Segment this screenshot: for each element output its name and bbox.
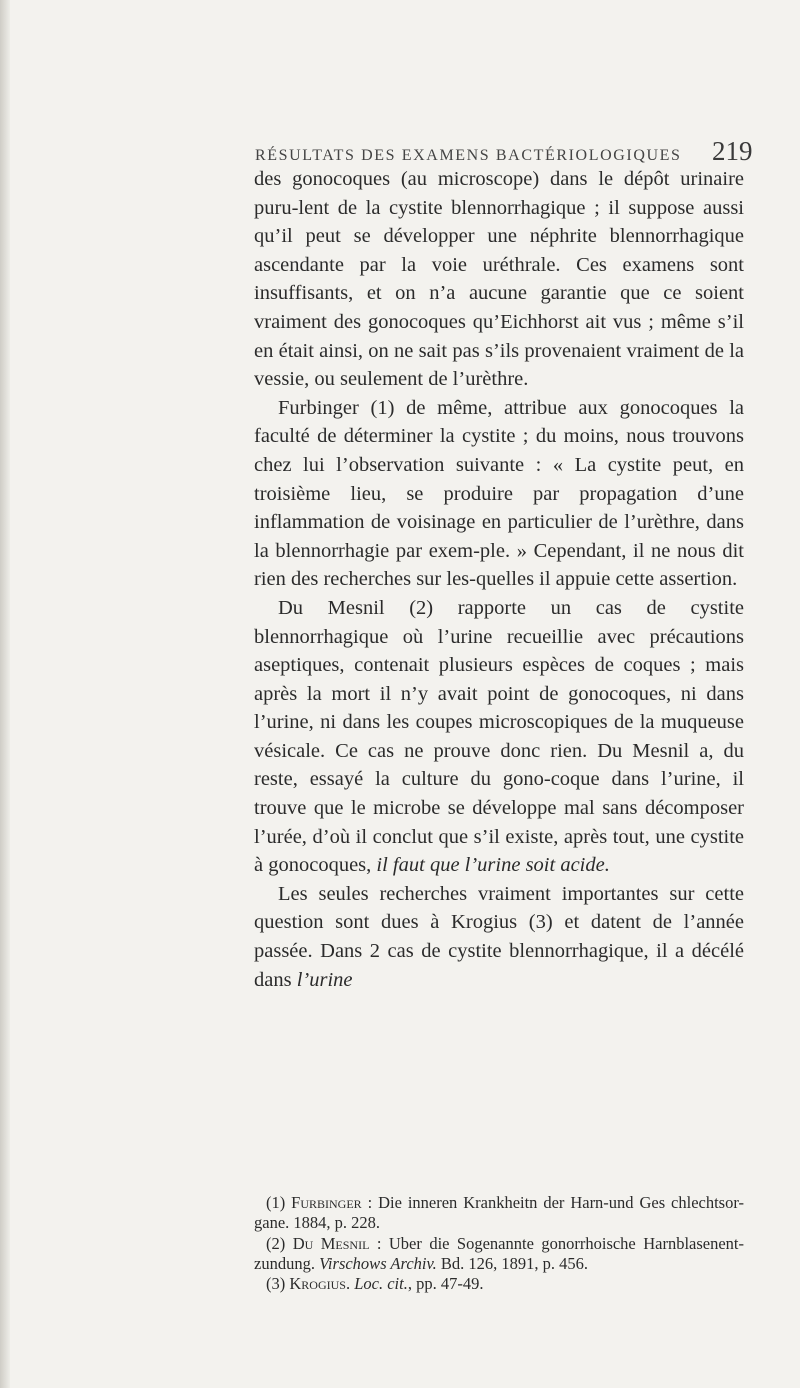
footnote-text: : Uber die Sogenannte gonorrhoische Harnblasenent-zundung. — [254, 1233, 745, 1273]
footnote-2 — [254, 1234, 744, 1275]
footnote-text: . — [345, 1274, 351, 1294]
body-text — [254, 165, 744, 994]
footnote-marker: (1) — [266, 1193, 286, 1212]
footnote-author: Furbinger — [291, 1193, 362, 1212]
footnote-journal: Virschows Archiv. — [319, 1253, 437, 1273]
running-head: RÉSULTATS DES EXAMENS BACTÉRIOLOGIQUES — [255, 147, 682, 164]
paragraph-4 — [254, 880, 744, 994]
paragraph-1: des gonocoques (au microscope) dans le dépôt urinaire puru-lent de la cystite blennorrhagique ; il suppose aussi qu’il peut se développer une néphrite blennorrhagique ascendante par la voie uréthrale. Ces examens sont insuffisants, et on n’a aucune garantie que ce soient vraiment des gonocoques qu’Eichhorst ait vus ; même s’il en était ainsi, on ne sait pas s’ils provenaient vraiment de la vessie, ou seulement de l’urèthre. — [254, 168, 744, 391]
paragraph-3 — [254, 594, 744, 880]
italic-word: l’urine — [296, 968, 353, 991]
italic-phrase: il faut que l’urine soit acide. — [376, 854, 610, 877]
paragraph-3-text: Du Mesnil (2) rapporte un cas de cystite blennorrhagique où l’urine recueillie avec précautions aseptiques, contenait plusieurs espèces de coques ; mais après la mort il n’y avait point de gonocoques, ni dans l’urine, ni dans les coupes microscopiques de la muqueuse vésicale. Ce cas ne prouve donc rien. Du Mesnil a, du reste, essayé la culture du gono-coque dans l’urine, il trouve que le microbe se développe mal sans décomposer l’urée, d’où il conclut que s’il existe, après tout, une cystite à gonocoques, — [254, 596, 744, 877]
footnote-1 — [254, 1193, 744, 1234]
paragraph-2: Furbinger (1) de même, attribue aux gonocoques la faculté de déterminer la cystite ; du moins, nous trouvons chez lui l’observation suivante : « La cystite peut, en troisième lieu, se produire par propagation d’une inflammation de voisinage en particulier de l’urèthre, dans la blennorrhagie par exem-ple. » Cependant, il ne nous dit rien des recherches sur les-quelles il appuie cette assertion. — [254, 396, 744, 591]
footnote-text: : Die inneren Krankheitn der Harn-und Ges chlechtsor-gane. 1884, p. 228. — [254, 1193, 745, 1233]
page-number: 219 — [712, 136, 753, 166]
footnote-marker: (3) — [266, 1274, 286, 1294]
footnote-ref: Loc. cit. — [354, 1274, 408, 1294]
footnote-marker: (2) — [266, 1233, 286, 1253]
footnote-3 — [254, 1274, 744, 1294]
paragraph-4-text: Les seules recherches vraiment importantes sur cette question sont dues à Krogius (3) et datent de l’année passée. Dans 2 cas de cystite blennorrhagique, il a décélé dans — [254, 882, 744, 991]
footnote-author: Du Mesnil — [292, 1233, 370, 1253]
footnote-text: Bd. 126, 1891, p. 456. — [436, 1253, 588, 1273]
footnote-author: Krogius — [289, 1274, 346, 1294]
footnotes — [254, 1193, 744, 1294]
footnote-text: , pp. 47-49. — [407, 1274, 484, 1294]
